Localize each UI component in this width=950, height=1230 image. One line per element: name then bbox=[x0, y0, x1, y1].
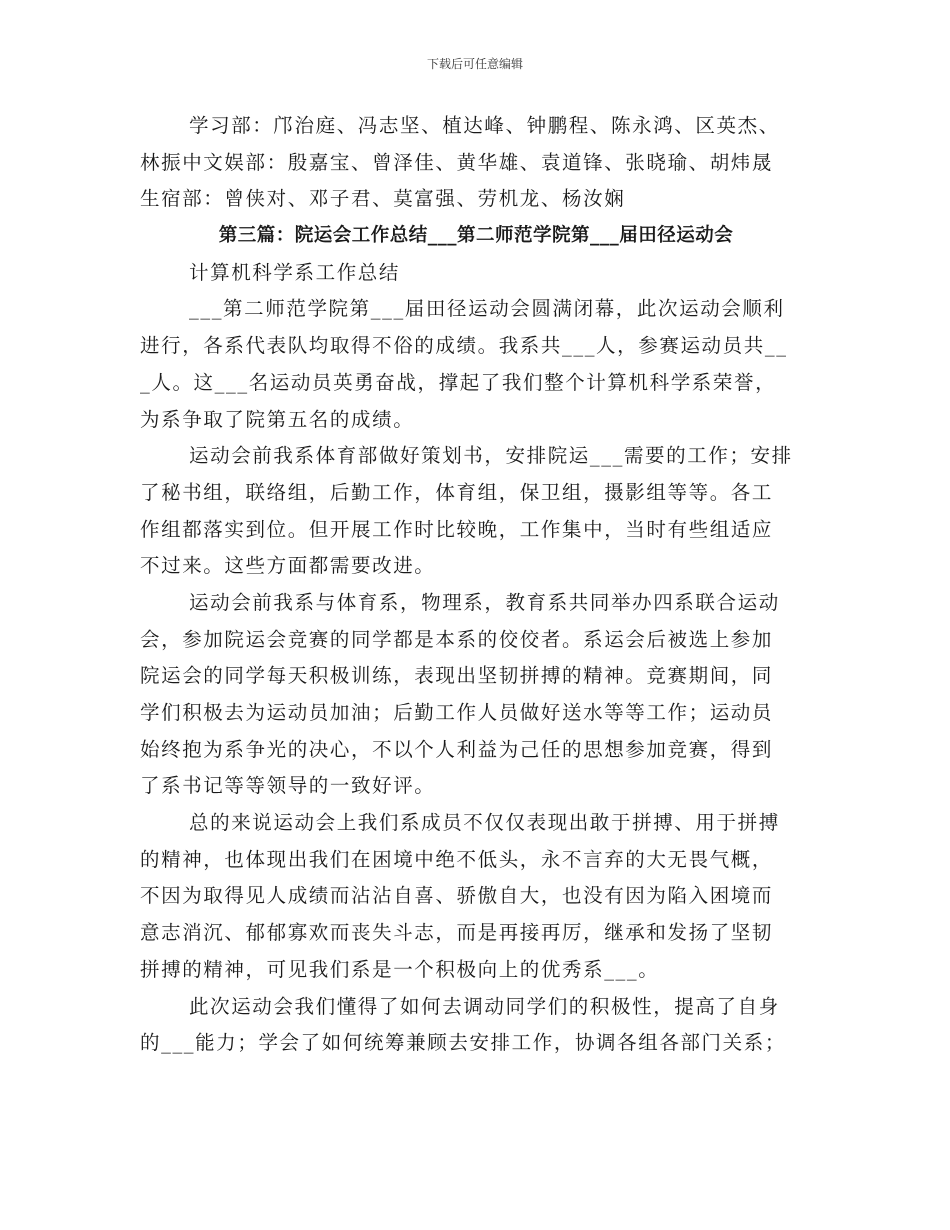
text-line: 进行，各系代表队均取得不俗的成绩。我系共___人，参赛运动员共__ bbox=[140, 334, 788, 358]
text-line: ___第二师范学院第___届田径运动会圆满闭幕，此次运动会顺利 bbox=[189, 297, 785, 321]
page-header: 下载后可任意编辑 bbox=[426, 57, 523, 71]
document-body bbox=[140, 108, 812, 1062]
text-line: 为系争取了院第五名的成绩。 bbox=[140, 407, 415, 431]
text-line: 的___能力；学会了如何统筹兼顾去安排工作，协调各组各部门关系； bbox=[140, 1031, 786, 1055]
text-line: 意志消沉、郁郁寡欢而丧失斗志，而是再接再厉，继承和发扬了坚韧 bbox=[140, 921, 774, 945]
text-line: 学习部：邝治庭、冯志坚、植达峰、钟鹏程、陈永鸿、区英杰、 bbox=[189, 114, 780, 137]
text-line: 的精神，也体现出我们在困境中绝不低头，永不言弃的大无畏气概， bbox=[140, 847, 774, 871]
section-subtitle: 计算机科学系工作总结 bbox=[189, 260, 401, 284]
text-line: 了系书记等等领导的一致好评。 bbox=[140, 774, 436, 798]
text-line: 不过来。这些方面都需要改进。 bbox=[140, 554, 436, 578]
text-line: 运动会前我系体育部做好策划书，安排院运___需要的工作；安排 bbox=[189, 444, 793, 468]
text-line: 了秘书组，联络组，后勤工作，体育组，保卫组，摄影组等等。各工 bbox=[140, 480, 774, 504]
text-line: 运动会前我系与体育系，物理系，教育系共同举办四系联合运动 bbox=[189, 590, 780, 614]
text-line: 院运会的同学每天积极训练，表现出坚韧拼搏的精神。竞赛期间，同 bbox=[140, 664, 774, 688]
text-line: 拼搏的精神，可见我们系是一个积极向上的优秀系___。 bbox=[140, 957, 660, 981]
text-line: 学们积极去为运动员加油；后勤工作人员做好送水等等工作；运动员 bbox=[140, 701, 774, 724]
text-line: 不因为取得见人成绩而沾沾自喜、骄傲自大，也没有因为陷入困境而 bbox=[140, 884, 774, 908]
text-line: 会，参加院运会竞赛的同学都是本系的佼佼者。系运会后被选上参加 bbox=[140, 627, 774, 651]
text-line: _人。这___名运动员英勇奋战，撑起了我们整个计算机科学系荣誉， bbox=[140, 370, 777, 394]
text-line: 此次运动会我们懂得了如何去调动同学们的积极性，提高了自身 bbox=[189, 994, 780, 1018]
text-line: 生宿部：曾侠对、邓子君、莫富强、劳机龙、杨汝娴 bbox=[140, 187, 626, 211]
section-title: 第三篇：院运会工作总结___第二师范学院第___届田径运动会 bbox=[218, 225, 734, 247]
text-line: 作组都落实到位。但开展工作时比较晚，工作集中，当时有些组适应 bbox=[140, 517, 774, 541]
text-line: 始终抱为系争光的决心，不以个人利益为己任的思想参加竞赛，得到 bbox=[140, 737, 774, 761]
text-line: 总的来说运动会上我们系成员不仅仅表现出敢于拼搏、用于拼搏 bbox=[189, 811, 780, 835]
text-line: 林振中文娱部：殷嘉宝、曾泽佳、黄华雄、袁道锋、张晓瑜、胡炜晟 bbox=[140, 150, 774, 174]
